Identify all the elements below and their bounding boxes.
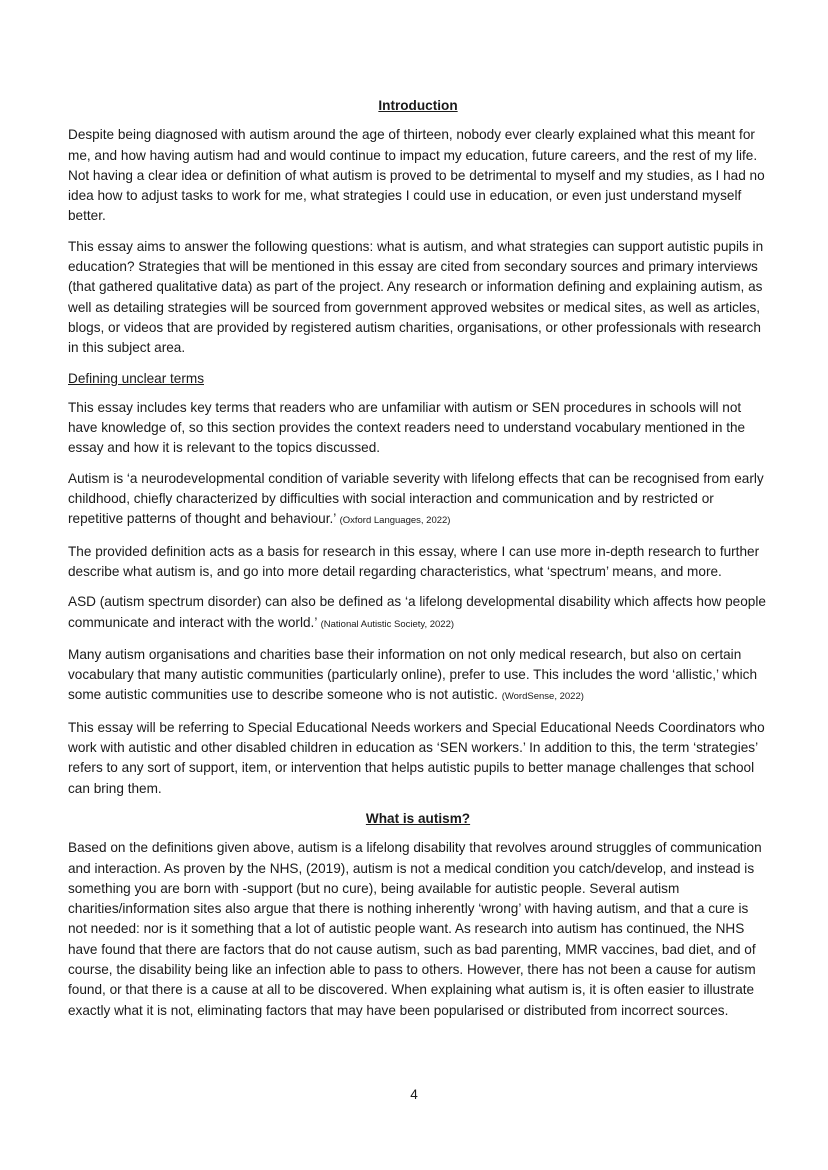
allistic-text: Many autism organisations and charities base their information on not only medical research, but also on certain vocabulary that many autistic communities (particularly online), prefer to use. This includes the word ‘allistic,’ which some autistic communities use to describe someone who is not autistic. [68,646,758,703]
what-is-autism-heading: What is autism? [365,810,471,826]
citation-wordsense: (WordSense, 2022) [501,691,584,703]
asd-definition-text: ASD (autism spectrum disorder) can also be defined as ‘a lifelong developmental disability which affects how people communicate and interact with the world.’ [68,594,766,630]
page-content [68,96,768,1031]
defining-paragraph-1: This essay includes key terms that readers who are unfamiliar with autism or SEN procedures in schools will not have knowledge of, so this section provides the context readers need to understand vocabulary mentioned in the essay and how it is relevant to the topics discussed. [68,399,746,456]
defining-terms-heading: Defining unclear terms [68,370,204,386]
introduction-paragraph-2: This essay aims to answer the following questions: what is autism, and what strategies can support autistic pupils in education? Strategies that will be mentioned in this essay are cited from secondary sources and primary interviews (that gathered qualitative data) as part of the project. Any research or information defining and explaining autism, as well as detailing strategies will be sourced from government approved websites or medical sites, as well as articles, blogs, or videos that are provided by registered autism charities, organisations, or other professionals with research in this subject area. [68,238,764,356]
defining-paragraph-3: The provided definition acts as a basis for research in this essay, where I can use more in-depth research to further describe what autism is, and go into more detail regarding characteristics, what ‘spectrum’ means, and more. [68,543,760,579]
what-is-autism-paragraph-1: Based on the definitions given above, autism is a lifelong disability that revolves around struggles of communication and interaction. As proven by the NHS, (2019), autism is not a medical condition you catch/develop, and instead is something you are born with -support (but no cure), being available for autistic people. Several autism charities/information sites also argue that there is nothing inherently ‘wrong’ with having autism, and that a cure is not needed: nor is it something that a lot of autistic people want. As research into autism has continued, the NHS have found that there are factors that do not cause autism, such as bad parenting, MMR vaccines, bad diet, and of course, the disability being like an infection able to pass to others. However, there has not been a cause for autism found, or that there is a cause at all to be discovered. When explaining what autism is, it is often easier to illustrate exactly what it is not, eliminating factors that may have been popularised or distributed from incorrect sources. [68,840,762,1018]
defining-paragraph-4 [68,592,768,635]
autism-definition-text: Autism is ‘a neurodevelopmental condition of variable severity with lifelong effects that can be recognised from early childhood, chiefly characterized by difficulties with social interaction and communication and by restricted or repetitive patterns of thought and behaviour.’ [68,470,764,527]
defining-paragraph-5 [68,645,768,708]
page-number: 4 [410,1087,418,1102]
citation-nas: (National Autistic Society, 2022) [320,618,455,630]
introduction-heading: Introduction [378,98,458,113]
defining-paragraph-2 [68,469,768,532]
citation-oxford: (Oxford Languages, 2022) [339,515,451,527]
introduction-paragraph-1: Despite being diagnosed with autism around the age of thirteen, nobody ever clearly explained what this meant for me, and how having autism had and would continue to impact my education, future careers, and the rest of my life. Not having a clear idea or definition of what autism is proved to be detrimental to myself and my studies, as I had no idea how to adjust tasks to work for me, what strategies I could use in education, or even just understand myself better. [68,127,765,224]
defining-paragraph-6: This essay will be referring to Special Educational Needs workers and Special Educational Needs Coordinators who work with autistic and other disabled children in education as ‘SEN workers.’ In addition to this, the term ‘strategies’ refers to any sort of support, item, or intervention that helps autistic pupils to better manage challenges that school can bring them. [68,719,765,796]
